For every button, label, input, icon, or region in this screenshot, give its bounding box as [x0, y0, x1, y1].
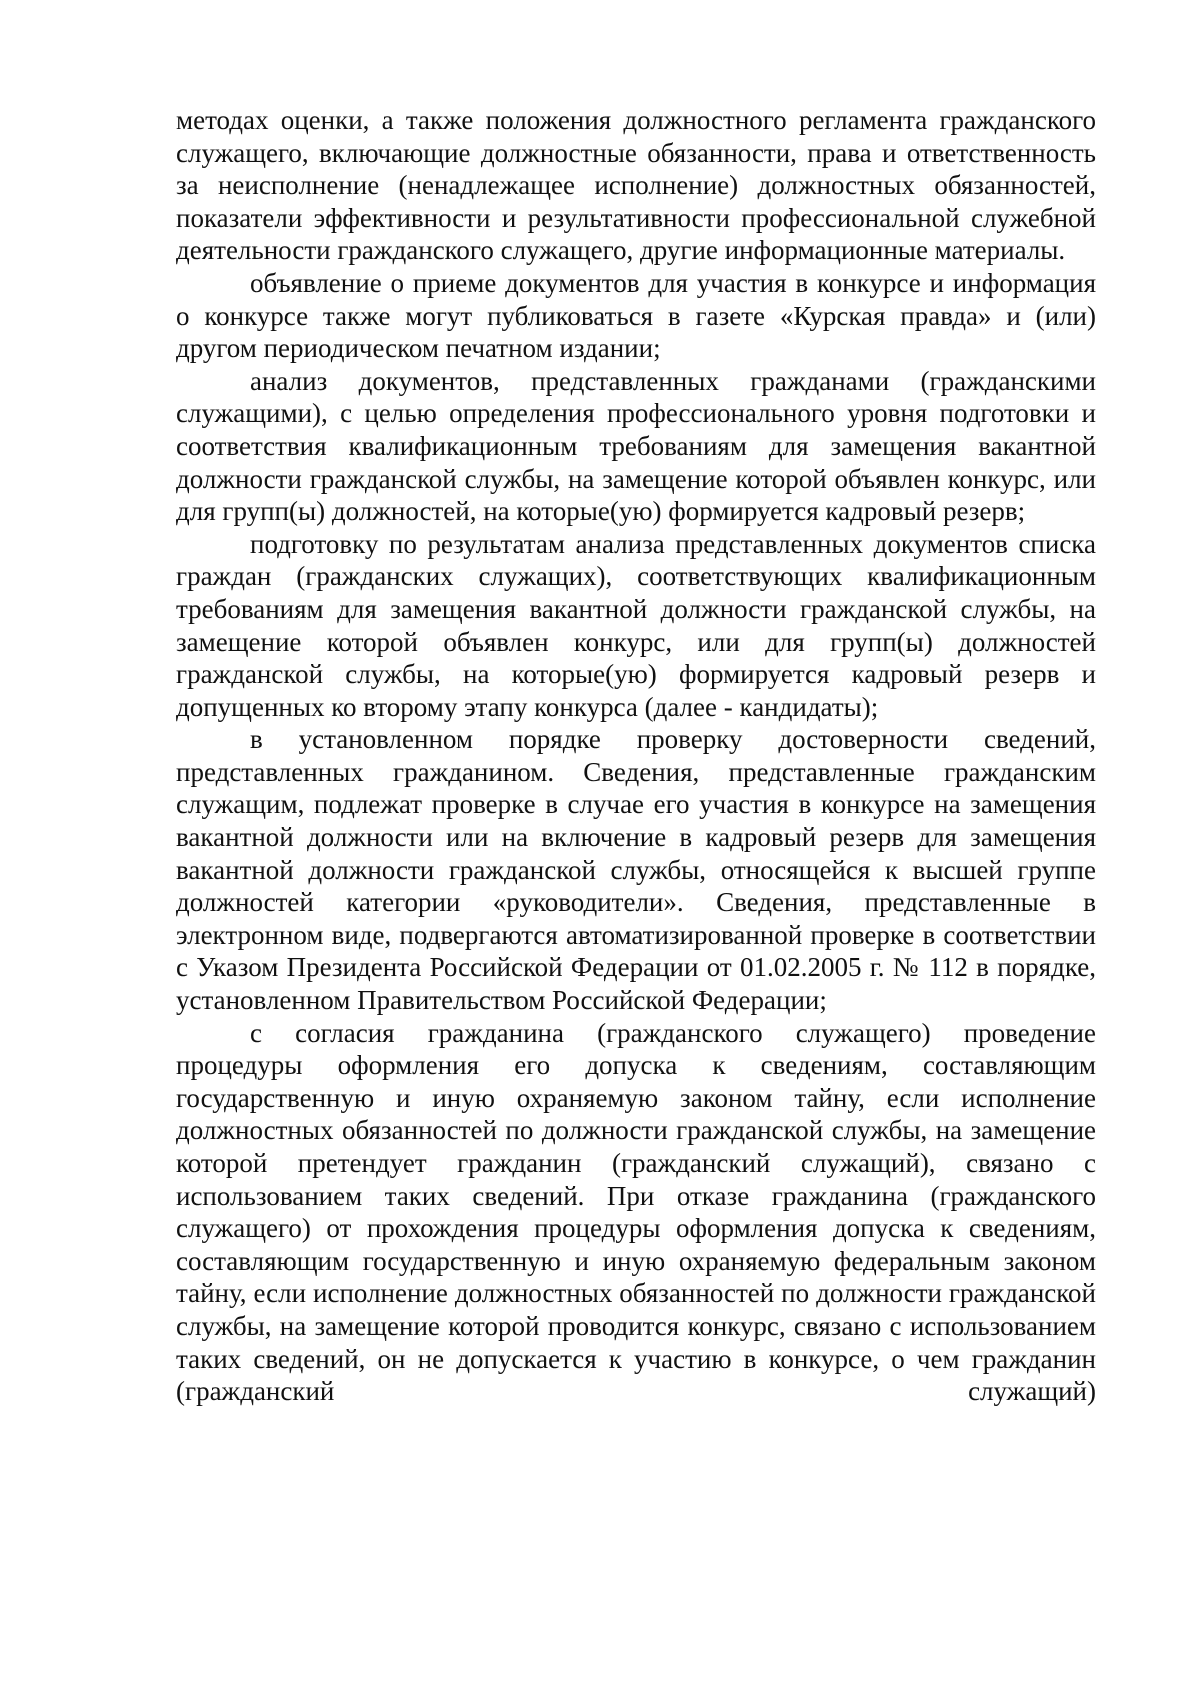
paragraph-candidate-list: подготовку по результатам анализа представленных документов списка граждан (гражданских служащих), соответствующих квалификационным требованиям для замещения вакантной должности гражданской службы, на замещение которой объявлен конкурс, или для групп(ы) должностей гражданской службы, на которые(ую) формируется кадровый резерв и допущенных ко второму этапу конкурса (далее - кандидаты);: [176, 528, 1096, 722]
paragraph-clearance-procedure: с согласия гражданина (гражданского служащего) проведение процедуры оформления его допуска к сведениям, составляющим государственную и иную охраняемую законом тайну, если исполнение должностных обязанностей по должности гражданской службы, на замещение которой претендует гражданин (гражданский служащий), связано с использованием таких сведений. При отказе гражданина (гражданского служащего) от прохождения процедуры оформления допуска к сведениям, составляющим государственную и иную охраняемую федеральным законом тайну, если исполнение должностных обязанностей по должности гражданской службы, на замещение которой проводится конкурс, связано с использованием таких сведений, он не допускается к участию в конкурсе, о чем гражданин (гражданский служащий): [176, 1017, 1096, 1407]
paragraph-document-analysis: анализ документов, представленных гражданами (гражданскими служащими), с целью определения профессионального уровня подготовки и соответствия квалификационным требованиям для замещения вакантной должности гражданской службы, на замещение которой объявлен конкурс, или для групп(ы) должностей, на которые(ую) формируется кадровый резерв;: [176, 365, 1096, 527]
document-page: [176, 104, 1096, 1408]
paragraph-announcement-publication: объявление о приеме документов для участия в конкурсе и информация о конкурсе также могут публиковаться в газете «Курская правда» и (или) другом периодическом печатном издании;: [176, 267, 1096, 364]
paragraph-verification: в установленном порядке проверку достоверности сведений, представленных гражданином. Сведения, представленные гражданским служащим, подлежат проверке в случае его участия в конкурсе на замещения вакантной должности или на включение в кадровый резерв для замещения вакантной должности гражданской службы, относящейся к высшей группе должностей категории «руководители». Сведения, представленные в электронном виде, подвергаются автоматизированной проверке в соответствии с Указом Президента Российской Федерации от 01.02.2005 г. № 112 в порядке, установленном Правительством Российской Федерации;: [176, 724, 1096, 1016]
paragraph-evaluation-methods: методах оценки, а также положения должностного регламента гражданского служащего, включающие должностные обязанности, права и ответственность за неисполнение (ненадлежащее исполнение) должностных обязанностей, показатели эффективности и результативности профессиональной служебной деятельности гражданского служащего, другие информационные материалы.: [176, 105, 1096, 266]
